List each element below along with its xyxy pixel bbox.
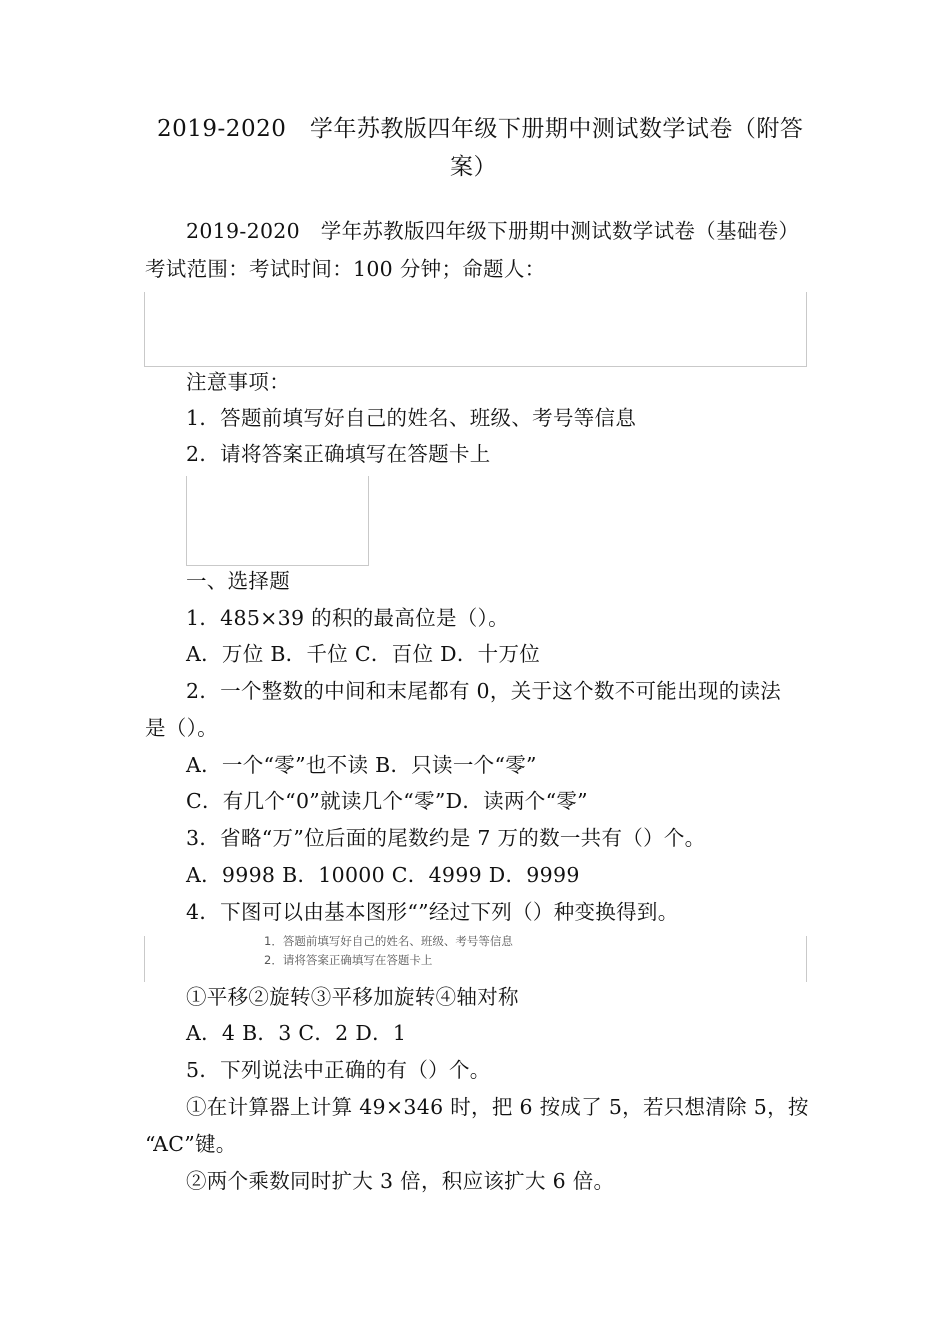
question-5-item-1-line-2: “AC”键。: [145, 1132, 237, 1156]
exam-subtitle: 2019-2020 学年苏教版四年级下册期中测试数学试卷（基础卷）: [186, 219, 800, 243]
question-4: 4．下图可以由基本图形“”经过下列（）种变换得到。: [186, 900, 679, 924]
question-2-line-1: 2．一个整数的中间和末尾都有 0，关于这个数不可能出现的读法: [186, 679, 782, 703]
question-4-options: A．4 B．3 C．2 D．1: [186, 1021, 407, 1045]
document-title-line-1: 2019-2020 学年苏教版四年级下册期中测试数学试卷（附答: [157, 116, 804, 142]
notice-item-2: 2．请将答案正确填写在答题卡上: [186, 442, 491, 466]
question-3-options: A．9998 B．10000 C．4999 D．9999: [186, 863, 580, 887]
question-4-figure-line-1: 1．答题前填写好自己的姓名、班级、考号等信息: [264, 934, 513, 948]
question-2-line-2: 是（）。: [145, 716, 218, 740]
question-1-options: A．万位 B．千位 C．百位 D．十万位: [186, 642, 541, 666]
notice-item-1: 1．答题前填写好自己的姓名、班级、考号等信息: [186, 406, 637, 430]
question-5-item-2: ②两个乘数同时扩大 3 倍，积应该扩大 6 倍。: [186, 1169, 615, 1193]
question-4-choices: ①平移②旋转③平移加旋转④轴对称: [186, 985, 519, 1009]
question-2-options-2: C．有几个“0”就读几个“零”D．读两个“零”: [186, 789, 588, 813]
question-2-options-1: A．一个“零”也不读 B．只读一个“零”: [186, 753, 537, 777]
section-heading-choice: 一、选择题: [186, 569, 290, 593]
question-5-item-1-line-1: ①在计算器上计算 49×346 时，把 6 按成了 5，若只想清除 5，按: [186, 1095, 809, 1119]
notice-heading: 注意事项：: [186, 370, 290, 394]
score-box: [186, 476, 369, 566]
question-1: 1．485×39 的积的最高位是（）。: [186, 606, 509, 630]
exam-info: 考试范围：考试时间：100 分钟；命题人：: [145, 257, 546, 281]
name-entry-box: [144, 292, 807, 367]
document-title-line-2: 案）: [450, 154, 497, 180]
question-5: 5．下列说法中正确的有（）个。: [186, 1058, 491, 1082]
question-3: 3．省略“万”位后面的尾数约是 7 万的数一共有（）个。: [186, 826, 706, 850]
question-4-figure-line-2: 2．请将答案正确填写在答题卡上: [264, 953, 433, 967]
